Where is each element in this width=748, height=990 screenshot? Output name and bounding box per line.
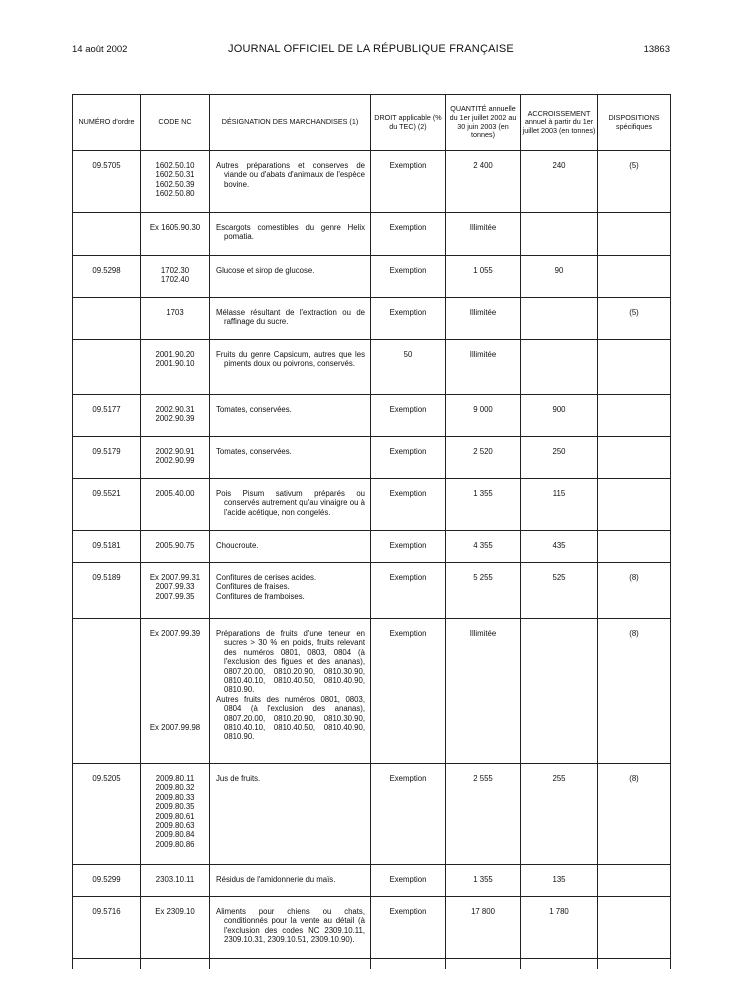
row-droit: Exemption bbox=[371, 256, 446, 298]
code-nc: Ex 2309.10 bbox=[155, 907, 195, 916]
table-row bbox=[73, 897, 671, 959]
row-dispositions: (8) bbox=[598, 619, 671, 764]
row-codes bbox=[141, 764, 210, 865]
row-designation bbox=[210, 437, 371, 479]
row-numero bbox=[73, 213, 141, 256]
code-nc: 2001.90.20 bbox=[155, 350, 195, 359]
row-quantite: 4 355 bbox=[446, 531, 521, 563]
table-row bbox=[73, 619, 671, 764]
row-dispositions bbox=[598, 213, 671, 256]
row-codes bbox=[141, 298, 210, 340]
row-quantite: Illimitée bbox=[446, 298, 521, 340]
code-nc: 2005.90.75 bbox=[155, 541, 195, 550]
code-nc: 1602.50.80 bbox=[155, 189, 195, 199]
code-nc: Ex 2007.99.31 bbox=[149, 573, 201, 582]
code-nc bbox=[141, 704, 209, 713]
row-droit: Exemption bbox=[371, 151, 446, 213]
row-accroissement: 250 bbox=[521, 437, 598, 479]
row-droit: Exemption bbox=[371, 479, 446, 531]
empty-cell bbox=[521, 959, 598, 969]
table-header-row bbox=[73, 95, 671, 151]
code-nc bbox=[141, 685, 209, 694]
code-nc: 1702.40 bbox=[160, 275, 190, 285]
row-numero bbox=[73, 298, 141, 340]
row-quantite: Illimitée bbox=[446, 340, 521, 395]
row-codes bbox=[141, 256, 210, 298]
designation-text: Escargots comestibles du genre Helix pomatia. bbox=[216, 223, 365, 242]
empty-cell bbox=[371, 959, 446, 969]
table-row-continuation bbox=[73, 959, 671, 969]
code-nc: 2001.90.10 bbox=[155, 359, 195, 369]
row-designation bbox=[210, 298, 371, 340]
code-nc: 2002.90.31 bbox=[155, 405, 195, 414]
code-nc: 2009.80.11 bbox=[155, 774, 195, 783]
row-accroissement: 115 bbox=[521, 479, 598, 531]
code-nc: 2009.80.61 bbox=[155, 811, 195, 821]
table-row bbox=[73, 865, 671, 897]
row-numero bbox=[73, 340, 141, 395]
designation-text: Autres préparations et conserves de viande ou d'abats d'animaux de l'espèce bovine. bbox=[216, 161, 365, 189]
row-quantite: 17 800 bbox=[446, 897, 521, 959]
code-nc: 2005.40.00 bbox=[155, 489, 195, 498]
row-designation bbox=[210, 764, 371, 865]
empty-cell bbox=[210, 959, 371, 969]
row-accroissement: 240 bbox=[521, 151, 598, 213]
designation-text: Tomates, conservées. bbox=[216, 447, 292, 456]
table-row bbox=[73, 531, 671, 563]
col-droit: DROIT applicable (% du TEC) (2) bbox=[371, 95, 446, 151]
row-designation bbox=[210, 897, 371, 959]
code-nc: Ex 1605.90.30 bbox=[149, 223, 201, 232]
row-dispositions bbox=[598, 531, 671, 563]
code-nc: 2009.80.35 bbox=[155, 802, 195, 812]
row-codes bbox=[141, 865, 210, 897]
designation-text: Autres fruits des numéros 0801, 0803, 0804 (à l'exclusion des ananas), 0807.20.00, 0810.20.90, 0810.30.90, 0810.40.10, 0810.40.50, 0810.40.90, 0810.90. bbox=[216, 694, 365, 742]
row-accroissement: 900 bbox=[521, 395, 598, 437]
row-dispositions: (5) bbox=[598, 298, 671, 340]
row-accroissement bbox=[521, 340, 598, 395]
row-droit: Exemption bbox=[371, 619, 446, 764]
row-accroissement: 525 bbox=[521, 563, 598, 619]
designation-text: Résidus de l'amidonnerie du maïs. bbox=[216, 875, 336, 884]
row-dispositions bbox=[598, 479, 671, 531]
code-nc: 1602.50.31 bbox=[155, 170, 195, 180]
table-row bbox=[73, 563, 671, 619]
page-number: 13863 bbox=[643, 44, 670, 55]
designation-text: Choucroute. bbox=[216, 541, 259, 550]
row-codes bbox=[141, 151, 210, 213]
code-nc: 2007.99.35 bbox=[155, 591, 195, 601]
row-designation bbox=[210, 151, 371, 213]
row-droit: 50 bbox=[371, 340, 446, 395]
row-numero: 09.5177 bbox=[73, 395, 141, 437]
row-quantite: 1 055 bbox=[446, 256, 521, 298]
table-row bbox=[73, 256, 671, 298]
code-nc: 2303.10.11 bbox=[155, 875, 195, 884]
designation-text: Tomates, conservées. bbox=[216, 405, 292, 414]
designation-text: Glucose et sirop de glucose. bbox=[216, 266, 315, 275]
code-nc: Ex 2007.99.39 bbox=[149, 629, 201, 638]
code-nc: 2002.90.91 bbox=[155, 447, 195, 456]
page-header bbox=[72, 44, 670, 58]
table-row bbox=[73, 151, 671, 213]
col-dispositions: DISPOSITIONS spécifiques bbox=[598, 95, 671, 151]
designation-text: Pois Pisum sativum préparés ou conservés autrement qu'au vinaigre ou à l'acide acétique, non congelés. bbox=[216, 489, 365, 517]
row-quantite: 9 000 bbox=[446, 395, 521, 437]
row-codes bbox=[141, 897, 210, 959]
designation-text: Jus de fruits. bbox=[216, 774, 261, 783]
code-nc bbox=[141, 667, 209, 676]
row-accroissement: 255 bbox=[521, 764, 598, 865]
row-quantite: 2 555 bbox=[446, 764, 521, 865]
row-droit: Exemption bbox=[371, 395, 446, 437]
empty-cell bbox=[598, 959, 671, 969]
row-quantite: Illimitée bbox=[446, 213, 521, 256]
row-quantite: 1 355 bbox=[446, 865, 521, 897]
code-nc bbox=[141, 638, 209, 647]
row-dispositions bbox=[598, 865, 671, 897]
row-dispositions: (8) bbox=[598, 764, 671, 865]
row-designation bbox=[210, 213, 371, 256]
goods-table bbox=[72, 94, 671, 969]
journal-title: JOURNAL OFFICIEL DE LA RÉPUBLIQUE FRANÇAISE bbox=[228, 43, 514, 55]
designation-text: Confitures de fraises. bbox=[216, 582, 290, 592]
row-droit: Exemption bbox=[371, 764, 446, 865]
row-droit: Exemption bbox=[371, 865, 446, 897]
row-designation bbox=[210, 479, 371, 531]
row-numero: 09.5205 bbox=[73, 764, 141, 865]
code-nc: 1703 bbox=[166, 308, 184, 317]
row-dispositions bbox=[598, 437, 671, 479]
code-nc: 1602.50.10 bbox=[155, 161, 195, 170]
row-dispositions bbox=[598, 897, 671, 959]
row-numero: 09.5716 bbox=[73, 897, 141, 959]
row-accroissement bbox=[521, 619, 598, 764]
designation-text: Fruits du genre Capsicum, autres que les piments doux ou poivrons, conservés. bbox=[216, 350, 365, 369]
row-codes bbox=[141, 619, 210, 764]
designation-text: Confitures de cerises acides. bbox=[216, 573, 317, 582]
row-dispositions: (8) bbox=[598, 563, 671, 619]
empty-cell bbox=[73, 959, 141, 969]
row-codes bbox=[141, 531, 210, 563]
code-nc: 2002.90.39 bbox=[155, 414, 195, 424]
row-codes bbox=[141, 395, 210, 437]
code-nc bbox=[141, 657, 209, 666]
row-numero: 09.5179 bbox=[73, 437, 141, 479]
row-numero: 09.5521 bbox=[73, 479, 141, 531]
row-droit: Exemption bbox=[371, 563, 446, 619]
row-quantite: 1 355 bbox=[446, 479, 521, 531]
table-row bbox=[73, 437, 671, 479]
row-droit: Exemption bbox=[371, 213, 446, 256]
code-nc: 1602.50.39 bbox=[155, 179, 195, 189]
code-nc: Ex 2007.99.98 bbox=[149, 722, 201, 732]
row-quantite: Illimitée bbox=[446, 619, 521, 764]
code-nc: 1702.30 bbox=[160, 266, 190, 275]
col-designation: DÉSIGNATION DES MARCHANDISES (1) bbox=[210, 95, 371, 151]
row-droit: Exemption bbox=[371, 531, 446, 563]
code-nc bbox=[141, 695, 209, 704]
table-row bbox=[73, 764, 671, 865]
col-quantite: QUANTITÉ annuelle du 1er juillet 2002 au 30 juin 2003 (en tonnes) bbox=[446, 95, 521, 151]
table-row bbox=[73, 298, 671, 340]
code-nc: 2007.99.33 bbox=[155, 582, 195, 592]
empty-cell bbox=[446, 959, 521, 969]
issue-date: 14 août 2002 bbox=[72, 44, 128, 55]
row-codes bbox=[141, 213, 210, 256]
row-designation bbox=[210, 340, 371, 395]
row-numero bbox=[73, 619, 141, 764]
row-codes bbox=[141, 437, 210, 479]
row-quantite: 5 255 bbox=[446, 563, 521, 619]
row-droit: Exemption bbox=[371, 437, 446, 479]
row-accroissement: 90 bbox=[521, 256, 598, 298]
row-designation bbox=[210, 395, 371, 437]
row-numero: 09.5181 bbox=[73, 531, 141, 563]
row-designation bbox=[210, 619, 371, 764]
row-codes bbox=[141, 563, 210, 619]
code-nc: 2002.90.99 bbox=[155, 456, 195, 466]
code-nc: 2009.80.84 bbox=[155, 830, 195, 840]
table-body bbox=[73, 151, 671, 969]
row-dispositions: (5) bbox=[598, 151, 671, 213]
row-numero: 09.5189 bbox=[73, 563, 141, 619]
row-numero: 09.5298 bbox=[73, 256, 141, 298]
code-nc bbox=[141, 714, 209, 723]
code-nc: 2009.80.32 bbox=[155, 783, 195, 793]
code-nc bbox=[141, 676, 209, 685]
row-droit: Exemption bbox=[371, 897, 446, 959]
code-nc bbox=[141, 648, 209, 657]
col-numero: NUMÉRO d'ordre bbox=[73, 95, 141, 151]
row-quantite: 2 520 bbox=[446, 437, 521, 479]
designation-text: Confitures de framboises. bbox=[216, 591, 305, 601]
row-dispositions bbox=[598, 395, 671, 437]
row-quantite: 2 400 bbox=[446, 151, 521, 213]
row-accroissement bbox=[521, 213, 598, 256]
code-nc: 2009.80.33 bbox=[155, 792, 195, 802]
col-code: CODE NC bbox=[141, 95, 210, 151]
row-codes bbox=[141, 340, 210, 395]
designation-text: Préparations de fruits d'une teneur en sucres > 30 % en poids, fruits relevant des numéros 0801, 0803, 0804 (à l'exclusion des figues et des ananas), 0807.20.00, 0810.20.90, 0810.30.90, 0810.40.10, 0810.40.50, 0810.40.90, 0810.90. bbox=[216, 629, 365, 695]
row-accroissement: 435 bbox=[521, 531, 598, 563]
row-designation bbox=[210, 531, 371, 563]
row-droit: Exemption bbox=[371, 298, 446, 340]
col-accroissement: ACCROISSEMENT annuel à partir du 1er juillet 2003 (en tonnes) bbox=[521, 95, 598, 151]
row-numero: 09.5705 bbox=[73, 151, 141, 213]
designation-text: Mélasse résultant de l'extraction ou de raffinage du sucre. bbox=[216, 308, 365, 327]
row-accroissement bbox=[521, 298, 598, 340]
designation-text: Aliments pour chiens ou chats, conditionnés pour la vente au détail (à l'exclusion des codes NC 2309.10.11, 2309.10.31, 2309.10.51, 2309.10.90). bbox=[216, 907, 365, 945]
code-nc: 2009.80.86 bbox=[155, 839, 195, 849]
table-row bbox=[73, 340, 671, 395]
table-row bbox=[73, 479, 671, 531]
row-dispositions bbox=[598, 340, 671, 395]
code-nc: 2009.80.63 bbox=[155, 821, 195, 831]
row-accroissement: 1 780 bbox=[521, 897, 598, 959]
row-dispositions bbox=[598, 256, 671, 298]
row-accroissement: 135 bbox=[521, 865, 598, 897]
empty-cell bbox=[141, 959, 210, 969]
table-row bbox=[73, 213, 671, 256]
row-designation bbox=[210, 256, 371, 298]
row-numero: 09.5299 bbox=[73, 865, 141, 897]
row-designation bbox=[210, 865, 371, 897]
row-codes bbox=[141, 479, 210, 531]
table-row bbox=[73, 395, 671, 437]
row-designation bbox=[210, 563, 371, 619]
